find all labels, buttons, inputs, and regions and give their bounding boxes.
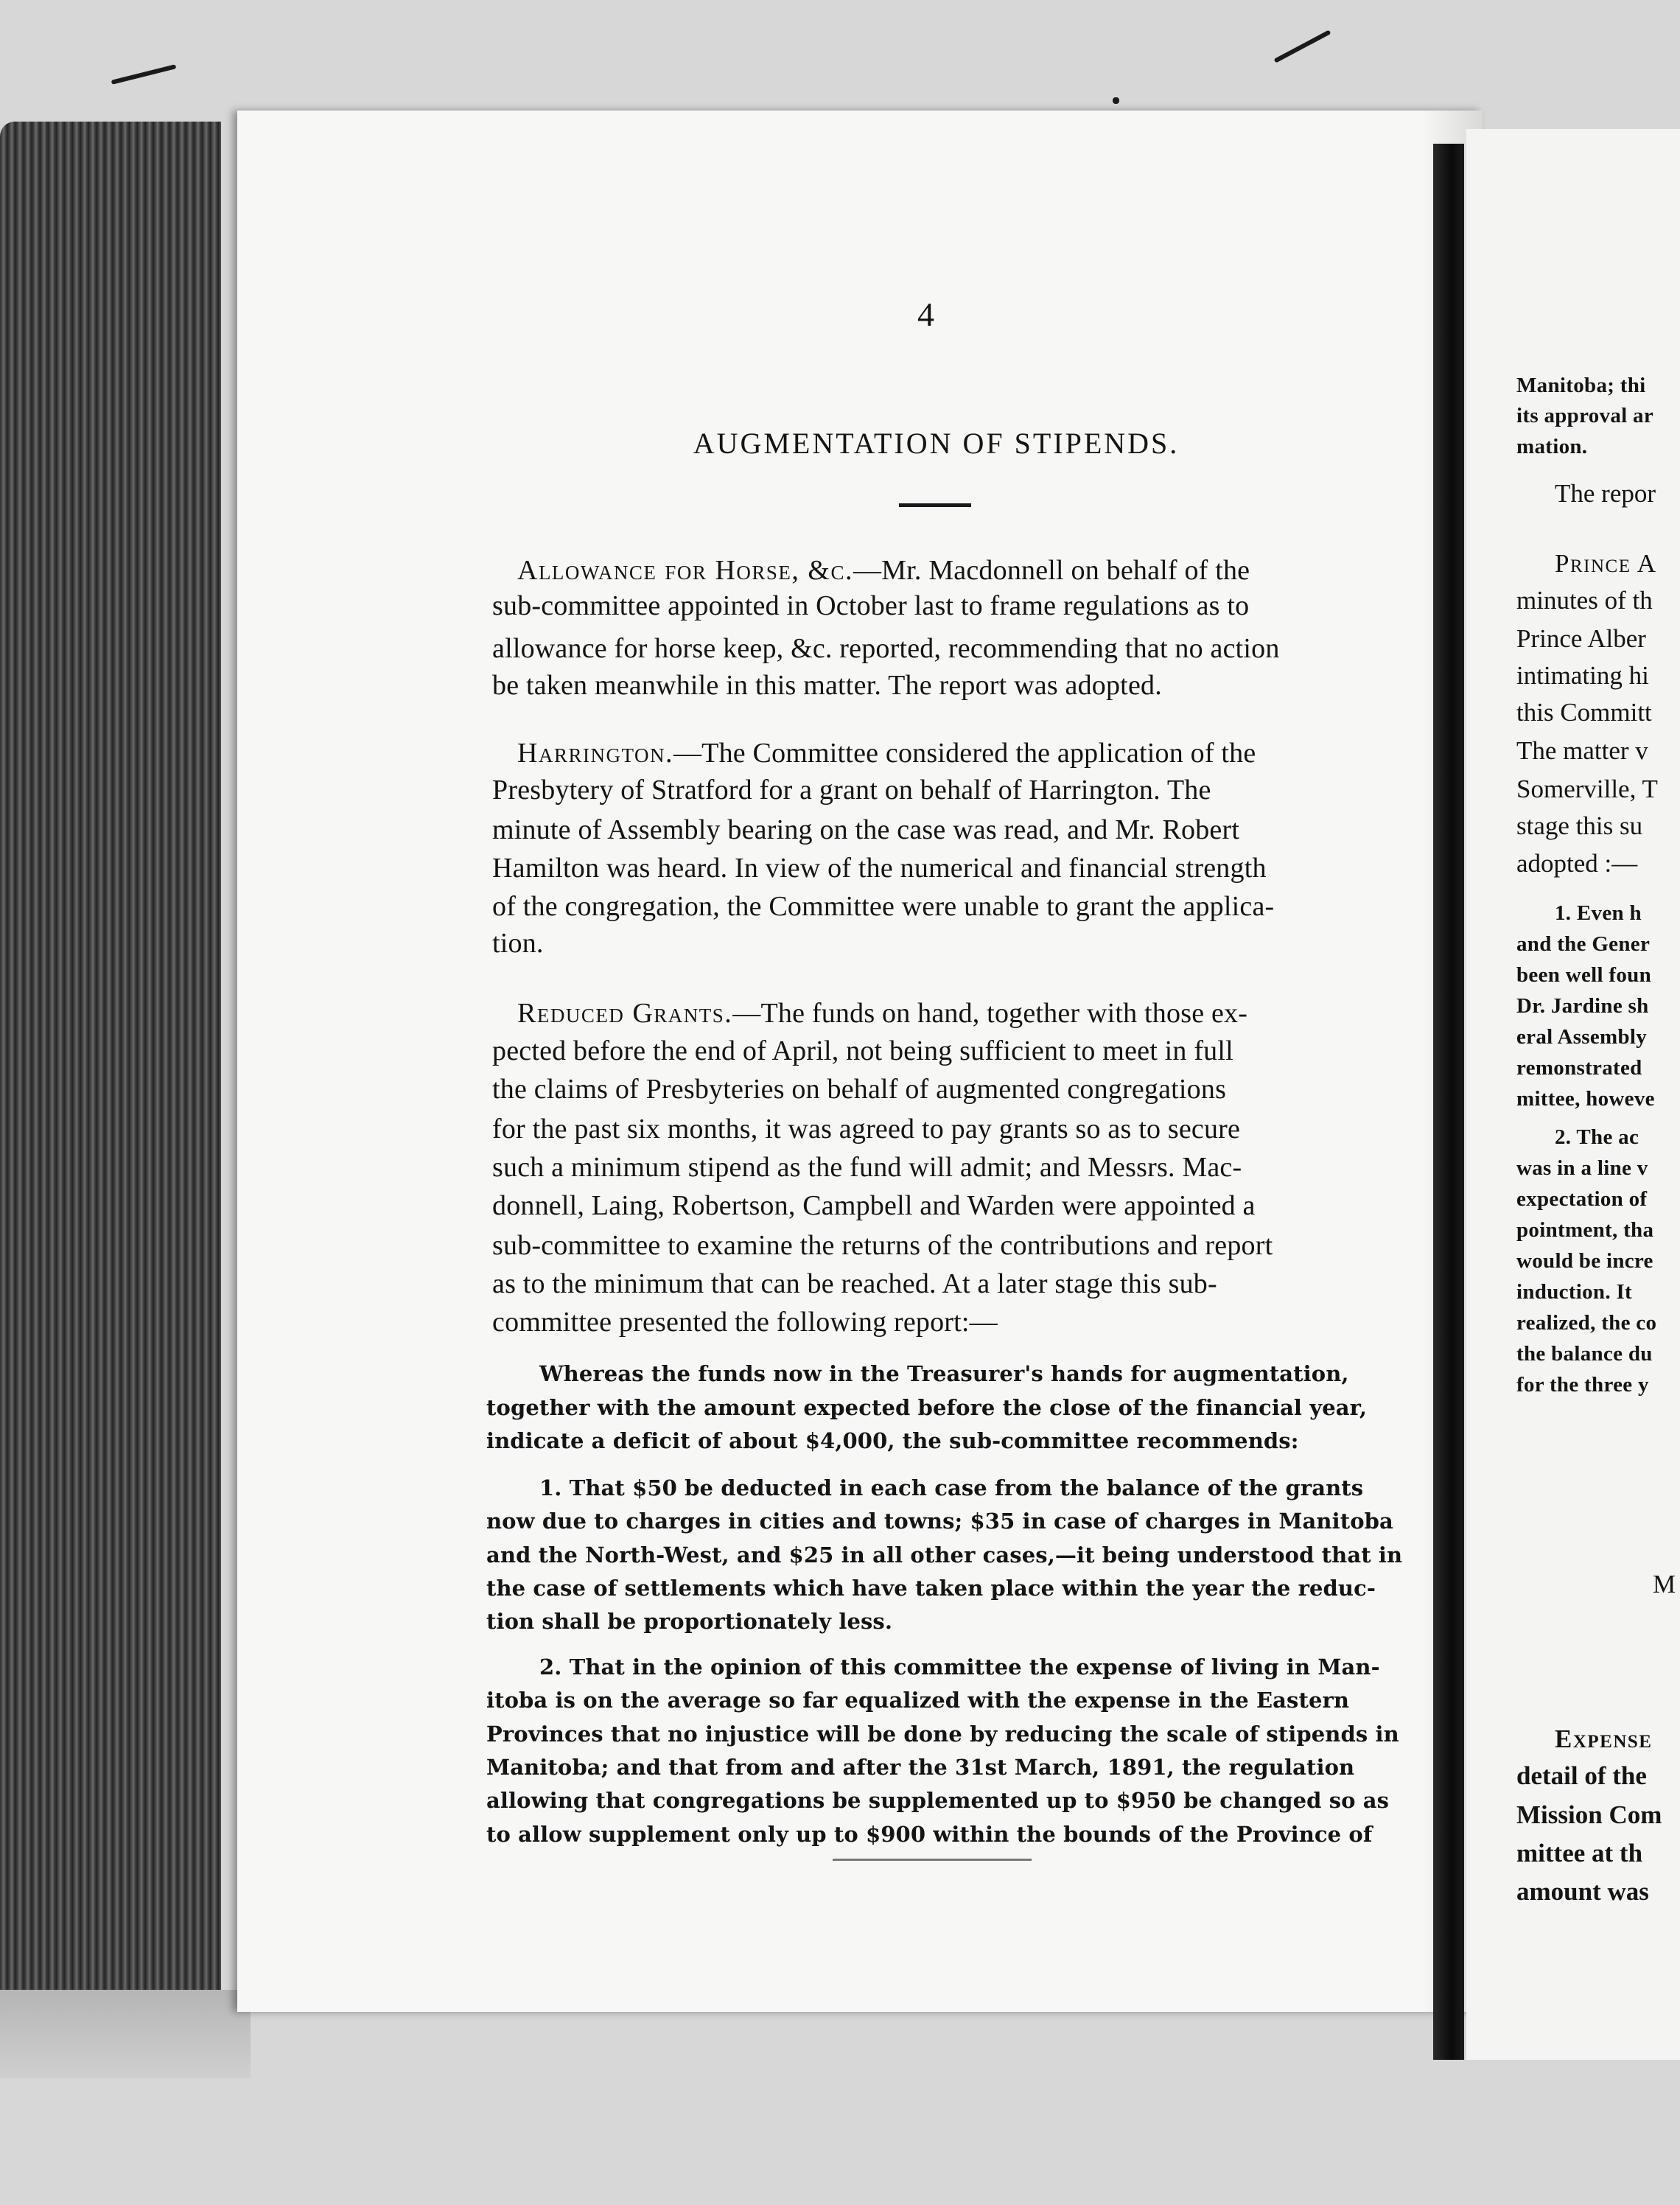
book-edge-bottom <box>0 1990 251 2078</box>
right-line: 2. The ac <box>1555 1125 1639 1149</box>
text-line: as to the minimum that can be reached. At a later stage this sub- <box>492 1268 1217 1299</box>
text-line: Presbytery of Stratford for a grant on behalf of Harrington. The <box>492 775 1211 806</box>
speck-mark <box>1113 97 1119 104</box>
right-line: induction. It <box>1516 1280 1632 1304</box>
right-line: realized, the co <box>1516 1311 1657 1335</box>
right-line: Somerville, T <box>1516 775 1658 803</box>
right-line: and the Gener <box>1516 932 1651 956</box>
right-line: for the three y <box>1516 1373 1649 1397</box>
right-line: detail of the <box>1516 1761 1647 1790</box>
text-line: Harrington.—The Committee considered the application of the <box>517 738 1256 769</box>
text-line: Allowance for Horse, &c.—Mr. Macdonnell on behalf of the <box>517 555 1250 586</box>
text-line: pected before the end of April, not being sufficient to meet in full <box>492 1035 1233 1066</box>
right-line: mation. <box>1516 435 1588 458</box>
report-line: tion shall be proportionately less. <box>486 1609 893 1634</box>
title-rule <box>899 503 971 507</box>
report-line: itoba is on the average so far equalized with the expense in the Eastern <box>486 1688 1350 1713</box>
text-line: committee presented the following report:— <box>492 1307 998 1338</box>
report-line: indicate a deficit of about $4,000, the sub-committee recommends: <box>486 1428 1299 1453</box>
report-line: Provinces that no injustice will be done by reducing the scale of stipends in <box>486 1722 1399 1747</box>
right-line: stage this su <box>1516 811 1643 840</box>
report-line: Whereas the funds now in the Treasurer's hands for augmentation, <box>539 1361 1349 1386</box>
right-line: its approval ar <box>1516 404 1654 427</box>
report-line: now due to charges in cities and towns; $35 in case of charges in Manitoba <box>486 1509 1393 1534</box>
right-line: The matter v <box>1516 736 1648 765</box>
right-line: Prince A <box>1555 549 1657 578</box>
page-title: AUGMENTATION OF STIPENDS. <box>693 427 1180 460</box>
smudge-rule <box>833 1859 1032 1861</box>
right-line: Expense <box>1555 1724 1653 1753</box>
text-line: Hamilton was heard. In view of the numerical and financial strength <box>492 853 1267 884</box>
right-line: 1. Even h <box>1555 901 1642 925</box>
text-line: sub-committee to examine the returns of the contributions and report <box>492 1230 1273 1261</box>
report-line: allowing that congregations be supplemented up to $950 be changed so as <box>486 1788 1390 1813</box>
report-line: Manitoba; and that from and after the 31st March, 1891, the regulation <box>486 1755 1355 1780</box>
report-line: 2. That in the opinion of this committee the expense of living in Man- <box>539 1654 1380 1680</box>
right-line: Manitoba; thi <box>1516 374 1646 397</box>
report-line: 1. That $50 be deducted in each case from the balance of the grants <box>539 1475 1364 1500</box>
text-line: such a minimum stipend as the fund will admit; and Messrs. Mac- <box>492 1152 1242 1183</box>
text-line: for the past six months, it was agreed to pay grants so as to secure <box>492 1114 1241 1145</box>
right-line: minutes of th <box>1516 586 1653 615</box>
text-line: be taken meanwhile in this matter. The report was adopted. <box>492 670 1162 701</box>
right-line: amount was <box>1516 1877 1649 1906</box>
speck-mark <box>1274 29 1331 63</box>
text-line: tion. <box>492 928 544 959</box>
report-line: together with the amount expected before the close of the financial year, <box>486 1395 1368 1420</box>
paragraph-head: Allowance for Horse, &c. <box>517 555 853 586</box>
speck-mark <box>111 64 177 85</box>
text-line: Reduced Grants.—The funds on hand, together with those ex- <box>517 998 1248 1029</box>
report-line: the case of settlements which have taken place within the year the reduc- <box>486 1576 1376 1601</box>
right-line: this Committ <box>1516 698 1652 727</box>
right-line: mittee, howeve <box>1516 1087 1655 1111</box>
right-line: was in a line v <box>1516 1156 1648 1180</box>
right-line: the balance du <box>1516 1342 1653 1366</box>
right-line: pointment, tha <box>1516 1218 1654 1242</box>
right-line: The repor <box>1555 479 1656 508</box>
right-line: adopted :— <box>1516 849 1638 878</box>
right-heading-fragment: M <box>1653 1570 1676 1598</box>
right-line: intimating hi <box>1516 661 1649 690</box>
right-line: Mission Com <box>1516 1800 1662 1829</box>
page-number: 4 <box>917 296 934 333</box>
right-line: Dr. Jardine sh <box>1516 994 1649 1018</box>
right-line: remonstrated <box>1516 1056 1642 1080</box>
text-line: donnell, Laing, Robertson, Campbell and Warden were appointed a <box>492 1190 1256 1221</box>
book-spine <box>1433 144 1464 2060</box>
text-line: of the congregation, the Committee were unable to grant the applica- <box>492 891 1275 922</box>
book-edge <box>0 122 221 2023</box>
right-line: Prince Alber <box>1516 624 1646 653</box>
paragraph-head: Harrington. <box>517 738 673 769</box>
right-page <box>1466 129 1680 2060</box>
report-line: to allow supplement only up to $900 within the bounds of the Province of <box>486 1822 1373 1847</box>
right-line: expectation of <box>1516 1187 1648 1211</box>
right-line: eral Assembly <box>1516 1025 1648 1049</box>
right-line: would be incre <box>1516 1249 1653 1273</box>
report-line: and the North-West, and $25 in all other cases,—it being understood that in <box>486 1542 1403 1568</box>
text-line: the claims of Presbyteries on behalf of augmented congregations <box>492 1074 1227 1105</box>
text-line: allowance for horse keep, &c. reported, recommending that no action <box>492 633 1280 664</box>
text-line: minute of Assembly bearing on the case was read, and Mr. Robert <box>492 814 1240 845</box>
paragraph-head: Reduced Grants. <box>517 998 733 1029</box>
text-line: sub-committee appointed in October last to frame regulations as to <box>492 590 1250 621</box>
right-line: mittee at th <box>1516 1839 1643 1867</box>
right-line: been well foun <box>1516 963 1652 987</box>
